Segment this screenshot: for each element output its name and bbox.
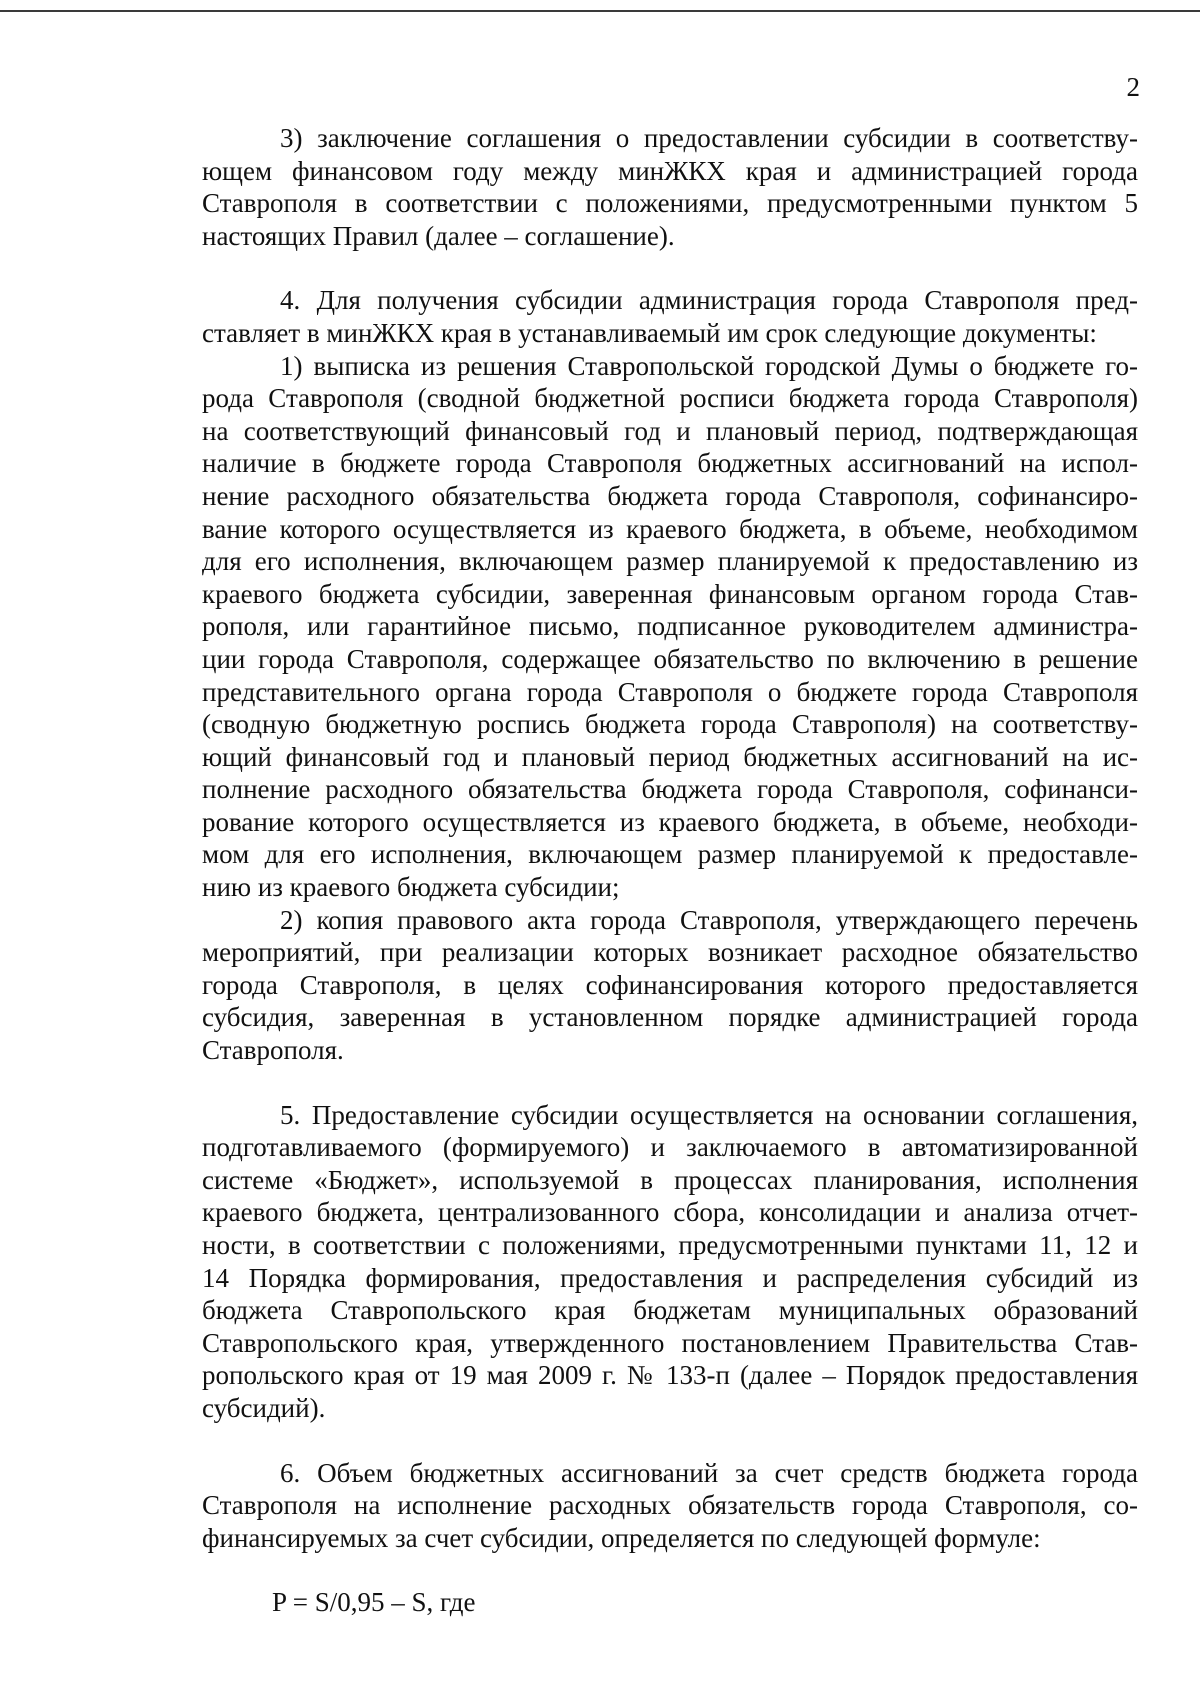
- text-line: 3) заключение соглашения о предоставлении субсидии в соответству-: [280, 123, 1138, 153]
- page-number: 2: [1126, 72, 1140, 102]
- paragraph-gap: [202, 1425, 1138, 1457]
- text-line: бюджета Ставропольского края бюджетам муниципальных образований: [202, 1295, 1138, 1326]
- text-line: ставляет в минЖКХ края в устанавливаемый им срок следующие документы:: [202, 317, 1097, 348]
- paragraph-5-subsidy-provision: [202, 1099, 1138, 1425]
- text-line: ющий финансовый год и плановый период бюджетных ассигнований на ис-: [202, 741, 1138, 772]
- paragraph-4-documents: [202, 284, 1138, 349]
- text-line: мероприятий, при реализации которых возникает расходное обязательство: [202, 937, 1138, 968]
- text-line: подготавливаемого (формируемого) и заключаемого в автоматизированной: [202, 1132, 1138, 1163]
- text-line: краевого бюджета субсидии, заверенная финансовым органом города Став-: [202, 578, 1138, 609]
- text-line: на соответствующий финансовый год и плановый период, подтверждающая: [202, 415, 1138, 446]
- text-line: для его исполнения, включающем размер планируемой к предоставлению из: [202, 546, 1138, 577]
- text-line: ропольского края от 19 мая 2009 г. № 133-п (далее – Порядок предоставления: [202, 1360, 1138, 1391]
- paragraph-6-budget-volume: [202, 1457, 1138, 1555]
- text-line: субсидия, заверенная в установленном порядке администрацией города: [202, 1002, 1138, 1033]
- text-line: полнение расходного обязательства бюджета города Ставрополя, софинанси-: [202, 774, 1138, 805]
- text-line: Ставропольского края, утвержденного постановлением Правительства Став-: [202, 1327, 1138, 1358]
- formula: P = S/0,95 – S, где: [272, 1587, 476, 1618]
- text-line: финансируемых за счет субсидии, определяется по следующей формуле:: [202, 1522, 1041, 1553]
- text-line: 14 Порядка формирования, предоставления и распределения субсидий из: [202, 1262, 1138, 1293]
- text-line: Ставрополя в соответствии с положениями, предусмотренными пунктом 5: [202, 188, 1138, 219]
- text-line: краевого бюджета, централизованного сбора, консолидации и анализа отчет-: [202, 1197, 1138, 1228]
- text-line: рование которого осуществляется из краевого бюджета, в объеме, необходи-: [202, 806, 1138, 837]
- text-line: субсидий).: [202, 1392, 326, 1423]
- text-line: наличие в бюджете города Ставрополя бюджетных ассигнований на испол-: [202, 448, 1138, 479]
- paragraph-gap: [202, 252, 1138, 284]
- text-line: 6. Объем бюджетных ассигнований за счет средств бюджета города: [280, 1457, 1138, 1488]
- text-line: ности, в соответствии с положениями, предусмотренными пунктами 11, 12 и: [202, 1230, 1138, 1260]
- text-line: города Ставрополя, в целях софинансирования которого предоставляется: [202, 969, 1138, 1000]
- text-line: нию из краевого бюджета субсидии;: [202, 872, 620, 903]
- paragraph-3-agreement: [202, 122, 1138, 252]
- text-line: Ставрополя.: [202, 1035, 344, 1066]
- paragraph-4-item-1: [202, 350, 1138, 904]
- text-line: 2) копия правового акта города Ставрополя, утверждающего перечень: [280, 904, 1138, 935]
- text-line: 4. Для получения субсидии администрация города Ставрополя пред-: [280, 285, 1138, 316]
- text-line: системе «Бюджет», используемой в процессах планирования, исполнения: [202, 1164, 1138, 1195]
- paragraph-gap: [202, 1067, 1138, 1099]
- text-line: Ставрополя на исполнение расходных обязательств города Ставрополя, со-: [202, 1490, 1138, 1521]
- top-rule: [0, 10, 1200, 12]
- paragraph-gap: [202, 1554, 1138, 1586]
- text-line: 5. Предоставление субсидии осуществляется на основании соглашения,: [280, 1099, 1138, 1130]
- text-line: 1) выписка из решения Ставропольской городской Думы о бюджете го-: [280, 350, 1138, 381]
- text-line: представительного органа города Ставрополя о бюджете города Ставрополя: [202, 676, 1138, 707]
- text-line: вание которого осуществляется из краевого бюджета, в объеме, необходимом: [202, 513, 1138, 544]
- text-line: рода Ставрополя (сводной бюджетной росписи бюджета города Ставрополя): [202, 383, 1138, 414]
- text-line: рополя, или гарантийное письмо, подписанное руководителем администра-: [202, 611, 1138, 642]
- text-line: настоящих Правил (далее – соглашение).: [202, 220, 675, 251]
- document-body: [202, 122, 1138, 1619]
- paragraph-4-item-2: [202, 904, 1138, 1067]
- text-line: нение расходного обязательства бюджета города Ставрополя, софинансиро-: [202, 480, 1138, 511]
- text-line: ции города Ставрополя, содержащее обязательство по включению в решение: [202, 643, 1138, 674]
- text-line: мом для его исполнения, включающем размер планируемой к предоставле-: [202, 839, 1138, 870]
- text-line: ющем финансовом году между минЖКХ края и администрацией города: [202, 155, 1138, 186]
- text-line: (сводную бюджетную роспись бюджета города Ставрополя) на соответству-: [202, 709, 1138, 740]
